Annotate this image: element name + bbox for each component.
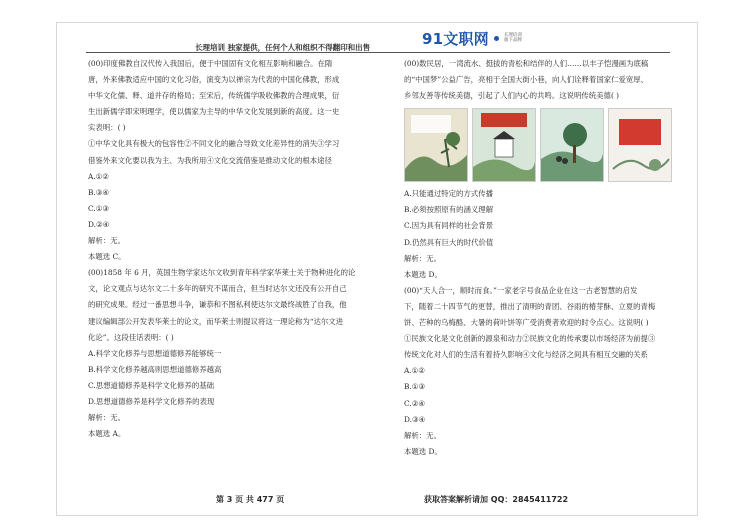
question-1-answer: 本题选 C。 [88, 252, 126, 262]
option: D.②④ [88, 219, 110, 229]
option: B.必须按照原有的涵义理解 [404, 205, 494, 215]
question-3-answer: 本题选 D。 [404, 269, 442, 279]
option: B.①③ [404, 382, 426, 392]
header-notice: 长理培训 独家提供，任何个人和组织不得翻印和出售 [195, 43, 371, 52]
right-column [404, 56, 678, 460]
question-2-stem: (00)1858 年 6 月，英国生物学家达尔文收到青年科学家华莱士关于物种进化的论 文，论文观点与达尔文二十多年的研究不谋而合，但当时达尔文还没有公开自己 的研究成果。经过一番思想斗争，谦恭和不图私利使达尔文最终战胜了自我，他 建议编辑部公开发表华莱士的论文，而华莱士则提议将这一理论称为“达尔文进 化论”。这段佳话表明：( ) [88, 268, 356, 342]
question-4-answer: 本题选 D。 [404, 446, 442, 456]
question-4-options [404, 363, 678, 427]
option: D.思想道德修养是科学文化修养的表现 [88, 396, 215, 406]
header-divider [86, 52, 670, 53]
poster-image-2 [472, 108, 536, 182]
left-column [88, 56, 380, 442]
option: B.科学文化修养越高则思想道德修养越高 [88, 364, 222, 374]
logo-text: 91文职网 [422, 29, 489, 48]
question-2-options [88, 346, 380, 410]
option: B.③④ [88, 187, 110, 197]
question-1-analysis: 解析：无。 [88, 236, 125, 246]
option: D.③④ [404, 414, 426, 424]
question-4-analysis: 解析：无。 [404, 430, 441, 440]
contact-info: 获取答案解析请加 QQ：2845411722 [424, 495, 569, 504]
option: C.因为具有同样的社会背景 [404, 221, 494, 231]
option: A.①② [404, 366, 425, 376]
question-2-analysis: 解析：无。 [88, 413, 125, 423]
poster-image-4 [608, 108, 672, 182]
poster-image-1 [404, 108, 468, 182]
option: A.科学文化修养与思想道德修养能够统一 [88, 348, 222, 358]
poster-images [404, 108, 678, 180]
option: C.①③ [88, 203, 109, 213]
question-3-options [404, 186, 678, 250]
logo-dot-icon [494, 36, 499, 41]
page-number: 第 3 页 共 477 页 [216, 495, 285, 504]
logo-subtitle: 长理培训 旗下品牌 [503, 32, 522, 43]
question-1-options [88, 169, 380, 233]
question-4-stem: (00)“天人合一，顺时而食。”一家老字号食品企业在这一古老智慧的启发 下，随着二十四节气的更替，推出了清明的青团、谷雨的椿芽酥、立夏的青梅 饼、芒种的乌梅酪、大暑的荷叶饼等广受消费者欢迎的时令点心。这说明( ) ①民族文化是文化创新的源泉和动力②民族文化的传承要以市场经济为前提③ 传统文化对人们的生活有着持久影响④文化与经济之间具有相互交融的关系 [404, 285, 656, 360]
option: D.仍然具有巨大的时代价值 [404, 237, 494, 247]
question-3-analysis: 解析：无。 [404, 253, 441, 263]
question-2-answer: 本题选 A。 [88, 429, 126, 439]
option: C.②④ [404, 398, 425, 408]
option: A.①② [88, 171, 109, 181]
option: A.只能通过特定的方式传播 [404, 189, 493, 199]
option: C.思想道德修养是科学文化修养的基础 [88, 380, 214, 390]
question-3-stem: (00)数民居，一湾流水、挺拔的青松和结伴的人们……以丰子恺漫画为底稿 的“中国梦”公益广告，亮相于全国大街小巷，向人们诠释着国家仁爱宽厚、 乡邻友善等传统美德，引起了人们内心的共鸣。这说明传统美德( ) [404, 59, 649, 101]
site-logo[interactable] [422, 28, 522, 48]
poster-image-3 [540, 108, 604, 182]
question-1-stem: (00)印度佛教自汉代传入我国后，便于中国固有文化相互影响和融合。在隋 唐，外来佛教适应中国的文化习俗，演变为以禅宗为代表的中国化佛教，形成 中华文化儒、释、道并存的格局；至宋后，传统儒学吸收佛教的合理成果，衍 生出新儒学即宋明理学，使以儒家为主导的中华文化发展到新的高度。这一史 实表明：( ) ①中华文化具有极大的包容性②不同文化的融合导致文化差异性的消失③学习 借鉴外来文化要以我为主、为我所用④文化交流借鉴是推动文化的根本途径 [88, 59, 340, 165]
